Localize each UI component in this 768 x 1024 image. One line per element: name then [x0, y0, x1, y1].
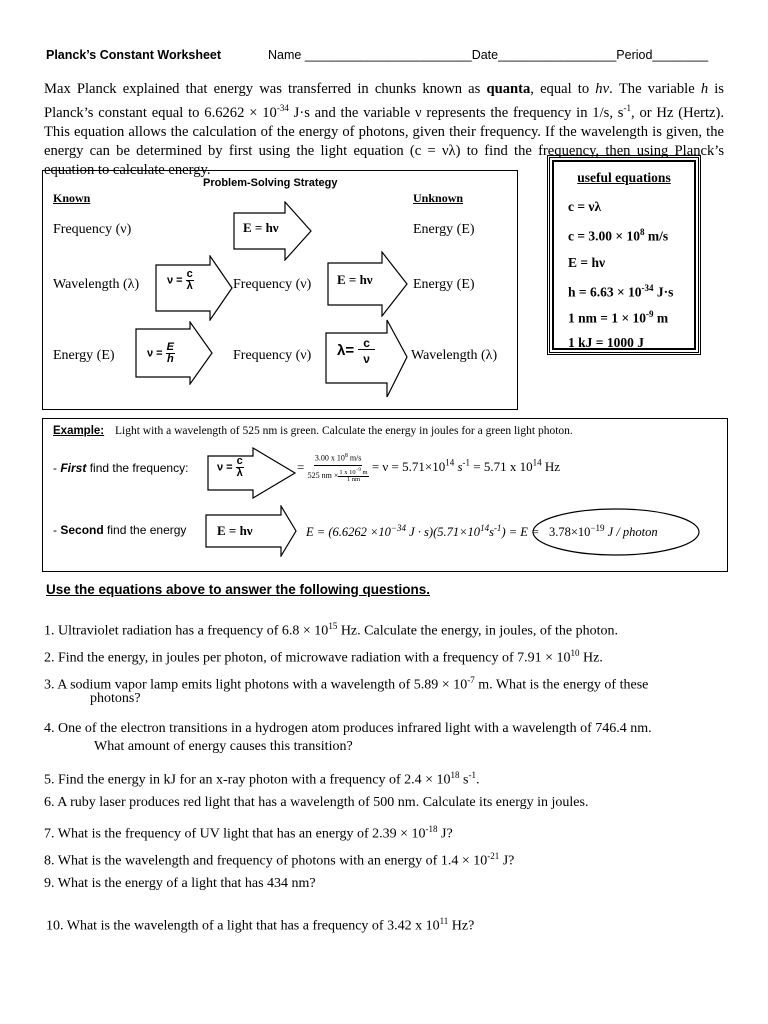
row3-middle: Frequency (ν) [233, 348, 312, 363]
eq-unit: m/s [644, 228, 669, 244]
step-prefix: - [53, 461, 61, 475]
equals: = [297, 459, 305, 475]
frac-num: E [166, 341, 175, 353]
eq-left: ν = [217, 461, 233, 474]
period-field[interactable]: Period________ [616, 48, 709, 62]
frequency-calc [297, 453, 560, 484]
name-field[interactable]: Name ________________________ [268, 48, 472, 62]
frac-den: ν [363, 352, 370, 366]
row2-middle: Frequency (ν) [233, 277, 312, 292]
intro-text: , equal to [530, 81, 596, 97]
calc-fraction [308, 453, 369, 484]
exponent: -1 [623, 103, 631, 113]
calc-den-value: 525 nm × [307, 470, 339, 480]
eq-unit: J·s [653, 284, 674, 300]
question-7: 7. What is the frequency of UV light that has an energy of $2.39 \times 10^{-18}$ J? [44, 824, 453, 842]
fraction [358, 337, 375, 365]
question-5: 5. Find the energy in kJ for an x-ray photon with a frequency of $2.4 \times 10^{18}$ $s^{-1}$. [44, 770, 480, 788]
step-prefix: - [53, 523, 61, 537]
date-field[interactable]: Date_________________ [471, 48, 617, 62]
row2-known: Wavelength (λ) [53, 277, 140, 292]
frac-den: h [166, 353, 174, 365]
intro-text: Max Planck explained that energy was transferred in chunks known as [44, 81, 487, 97]
second-step-label [53, 523, 186, 537]
useful-title: useful equations [577, 170, 671, 185]
question-8: 8. What is the wavelength and frequency of photons with an energy of $1.4 \times 10^{-21}$ J? [44, 851, 515, 869]
conversion-fraction: $\frac{1 x 10^{-9} m}{1 nm}$ [339, 467, 368, 484]
frac-num: c [358, 337, 375, 350]
example-line [53, 425, 573, 437]
row2-unknown: Energy (E) [413, 277, 475, 292]
eq-text: 1 nm = 1 × 10 [568, 310, 647, 326]
exponent: -34 [641, 283, 654, 293]
worksheet-title: Planck’s Constant Worksheet [46, 48, 222, 62]
useful-equations-box [547, 155, 701, 355]
eq-left: λ= [337, 341, 355, 359]
example-text: Light with a wavelength of 525 nm is green. Calculate the energy in joules for a green light photon. [115, 425, 573, 437]
energy-answer: $3.78\times 10^{-19}$ J / photon [549, 523, 658, 540]
instructions: Use the equations above to answer the following questions. [46, 582, 431, 597]
example-label: Example: [53, 425, 105, 437]
hv-term: hν [595, 81, 610, 97]
strategy-title: Problem-Solving Strategy [203, 177, 338, 189]
useful-eq-3: E = hν [568, 255, 605, 270]
frac-den: λ [186, 280, 193, 292]
row3-equation [147, 342, 175, 365]
row3-known: Energy (E) [53, 348, 115, 363]
row3-unknown: Wavelength (λ) [411, 348, 498, 363]
eq-left: ν = [167, 274, 183, 287]
calc-den [308, 466, 369, 484]
h-term: h [700, 81, 709, 97]
second-word: Second [60, 523, 104, 537]
example-box [42, 418, 728, 572]
row1-unknown: Energy (E) [413, 222, 475, 237]
useful-eq-4 [568, 283, 673, 301]
eq-text: c = 3.00 × 10 [568, 228, 641, 244]
intro-text: is Planck’s constant equal to 6.6262 × 10 [44, 81, 724, 121]
fraction [166, 342, 175, 365]
question-1: 1. Ultraviolet radiation has a frequency of $6.8 \times 10^{15}$ Hz. Calculate the energy, in joules, of the photon. [44, 621, 619, 639]
eq-unit: m [653, 310, 669, 326]
row1-arrow-label: E = hν [243, 220, 279, 235]
first-word: First [60, 461, 87, 475]
strategy-box [42, 170, 518, 410]
fraction [186, 269, 194, 292]
question-3-cont: photons? [90, 691, 141, 706]
quanta-term: quanta [486, 81, 531, 97]
known-heading: Known [53, 191, 91, 205]
first-step-label [53, 461, 188, 475]
first-step-equation [217, 456, 244, 479]
question-3: 3. A sodium vapor lamp emits light photons with a wavelength of $5.89 \times 10^{-7}$ m. What is the energy of these [44, 675, 649, 693]
eq-left: ν = [147, 347, 163, 360]
energy-calc: $E = (6.6262 \times 10^{-34}$ $J \cdot s)(5.71\times 10^{14}s^{-1}) = E$ = [306, 523, 540, 540]
second-step-equation: E = hν [217, 523, 253, 538]
intro-text: J·s and the variable ν represents the frequency in 1/s, s [288, 104, 624, 121]
useful-eq-6: 1 kJ = 1000 J [568, 335, 644, 350]
question-6: 6. A ruby laser produces red light that has a wavelength of 500 nm. Calculate its energy in joules. [44, 795, 589, 810]
question-4: 4. One of the electron transitions in a hydrogen atom produces infrared light with a wavelength of 746.4 nm. [44, 721, 652, 736]
useful-eq-2 [568, 227, 668, 245]
useful-eq-1: c = νλ [568, 199, 602, 214]
unknown-heading: Unknown [413, 191, 464, 205]
frac-den: λ [236, 467, 243, 479]
exponent: -34 [276, 103, 289, 113]
useful-eq-5 [568, 309, 668, 327]
frequency-result: = $\nu = 5.71\times 10^{14}$ $s^{-1} = 5.71$ x $10^{14}$ Hz [371, 458, 561, 475]
intro-text: . The variable [609, 81, 701, 97]
question-4-cont: What amount of energy causes this transition? [94, 739, 353, 754]
frac-num: c [186, 268, 193, 280]
question-10: 10. What is the wavelength of a light that has a frequency of 3.42 x $10^{11}$ Hz? [46, 916, 475, 934]
fraction [236, 456, 244, 479]
row3-equation-2 [337, 337, 375, 365]
row2-equation [167, 269, 194, 292]
row1-known: Frequency (ν) [53, 222, 132, 237]
eq-text: h = 6.63 × 10 [568, 284, 642, 300]
exponent: 8 [640, 227, 645, 237]
step-text: find the frequency: [86, 461, 189, 475]
frac-num: c [236, 455, 243, 467]
calc-num: 3.00 x $10^8$ m/s [314, 453, 363, 466]
question-2: 2. Find the energy, in joules per photon, of microwave radiation with a frequency of $7.91 \times 10^{10}$ Hz. [44, 648, 603, 666]
step-text: find the energy [103, 523, 187, 537]
row2-arrow-label: E = hν [337, 272, 373, 287]
question-9: 9. What is the energy of a light that has 434 nm? [44, 876, 316, 891]
intro-text: , or Hz (Hertz). This equation allows the calculation of the energy of photons, given their frequency. If the wavelength is given, the energy can be determined by first using the light equation (c = νλ) to find the frequency, then using Planck’s equation to calculate energy. [44, 104, 725, 178]
exponent: -9 [646, 309, 654, 319]
worksheet-header [46, 48, 708, 62]
